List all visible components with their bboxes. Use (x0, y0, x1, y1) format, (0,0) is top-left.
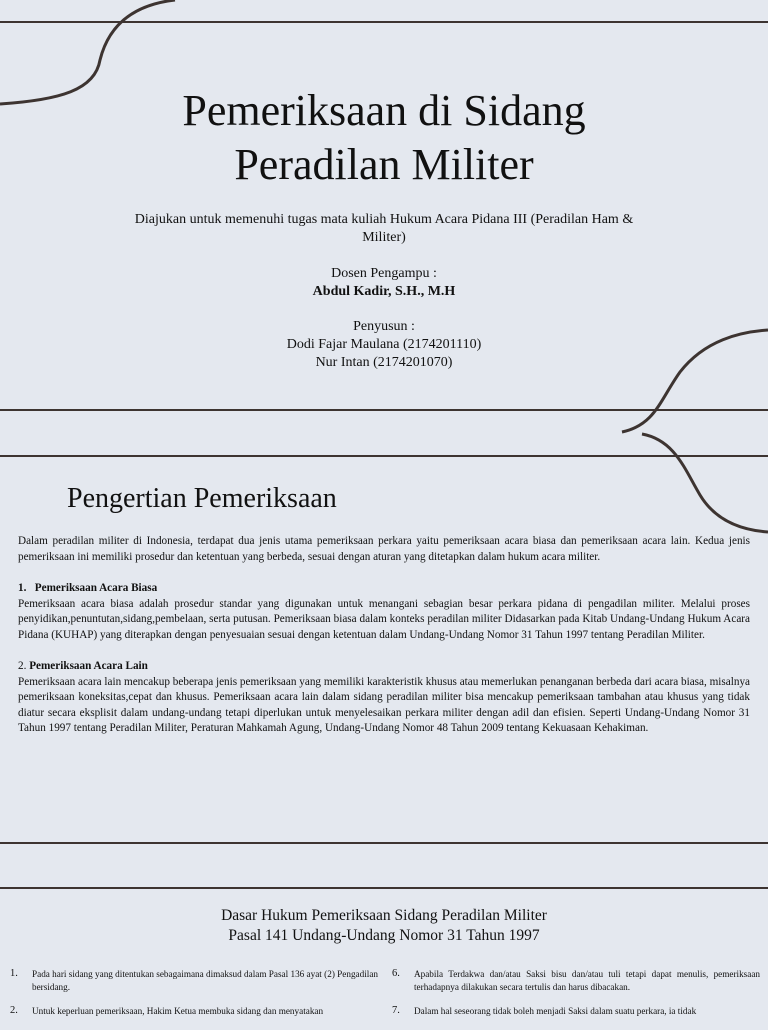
slide-title (0, 0, 768, 410)
lecturer-label: Dosen Pengampu : (331, 266, 437, 281)
section-1-number: 1. (18, 582, 27, 594)
title-line-1: Pemeriksaan di Sidang (182, 86, 586, 135)
list-item-number: 7. (392, 1005, 400, 1016)
list-item-number: 2. (10, 1005, 18, 1016)
subtitle-line-1: Diajukan untuk memenuhi tugas mata kuliah Hukum Acara Pidana III (Peradilan Ham & (134, 212, 634, 227)
section-1-text: Pemeriksaan acara biasa adalah prosedur standar yang digunakan untuk menangani sebagian besar perkara pidana di pengadilan militer. Melalui proses penyidikan,penuntutan,sidang,pembelaan, serta putusan. Pemeriksaan biasa dalam konteks peradilan militer Didasarkan pada Kitab Undang-Undang Hukum Acara Pidana (KUHAP) yang diterapkan dengan penyesuaian sesuai dengan ketentuan dalam Undang-Undang Nomor 31 Tahun 1997 tentang Peradilan Militer. (18, 597, 750, 641)
title-line-2: Peradilan Militer (234, 140, 534, 189)
article-list-right (392, 968, 760, 1030)
list-item (10, 968, 378, 993)
definition-body (18, 534, 750, 737)
slide2-top-line (0, 455, 768, 457)
section-2-heading (18, 659, 750, 675)
authors-label: Penyusun : (353, 319, 415, 334)
legal-basis-heading (0, 906, 768, 946)
list-item-number: 6. (392, 968, 400, 979)
list-item-text: Dalam hal seseorang tidak boleh menjadi Saksi dalam suatu perkara, ia tidak (414, 1006, 697, 1016)
intro-paragraph: Dalam peradilan militer di Indonesia, terdapat dua jenis utama pemeriksaan perkara yaitu pemeriksaan acara biasa dan pemeriksaan acara lain. Kedua jenis pemeriksaan ini memiliki prosedur dan ketentuan yang berbeda, sesuai dengan aturan yang ditetapkan dalam hukum acara militer. (18, 535, 750, 563)
authors-block (0, 318, 768, 372)
section-2-number: 2. (18, 660, 27, 672)
slide1-bottom-line (0, 409, 768, 411)
legal-basis-title: Dasar Hukum Pemeriksaan Sidang Peradilan Militer (221, 907, 547, 924)
subtitle-line-2: Militer) (362, 230, 406, 245)
legal-basis-article: Pasal 141 Undang-Undang Nomor 31 Tahun 1997 (228, 927, 540, 944)
section-2-text: Pemeriksaan acara lain mencakup beberapa jenis pemeriksaan yang memiliki karakteristik khusus atau memerlukan penanganan berbeda dari acara biasa, misalnya pemeriksaan koneksitas,cepat dan khusus. Pemeriksaan acara lain dalam sidang peradilan militer bisa mencakup pemeriksaan tambahan atau khusus yang tidak diatur secara eksplisit dalam undang-undang tetapi diperlukan untuk menyelesaikan perkara militer dengan adil dan efisien. Seperti Undang-Undang Nomor 31 Tahun 1997 tentang Peradilan Militer, Peraturan Mahkamah Agung, Undang-Undang Nomor 48 Tahun 2009 tentang Kekuasaan Kehakiman. (18, 675, 750, 734)
article-list-left (10, 968, 378, 1030)
list-item (392, 1005, 760, 1018)
slide-definition (0, 456, 768, 844)
lecturer-name: Abdul Kadir, S.H., M.H (312, 284, 456, 299)
slide2-bottom-line (0, 842, 768, 844)
author-1: Dodi Fajar Maulana (2174201110) (286, 337, 482, 352)
section-1-title: Pemeriksaan Acara Biasa (34, 582, 158, 594)
subtitle (0, 211, 768, 247)
page-title (0, 84, 768, 192)
section-1-heading (18, 581, 750, 597)
section-2-title: Pemeriksaan Acara Lain (29, 660, 148, 672)
list-item-text: Untuk keperluan pemeriksaan, Hakim Ketua membuka sidang dan menyatakan (32, 1006, 324, 1016)
section-title: Pengertian Pemeriksaan (67, 483, 337, 514)
list-item (10, 1005, 378, 1018)
list-item-text: Apabila Terdakwa dan/atau Saksi bisu dan/atau tuli tetapi dapat menulis, pemeriksaan terhadapnya dilakukan secara tertulis dan harus dibacakan. (414, 969, 760, 992)
slide3-top-line (0, 887, 768, 889)
list-item-text: Pada hari sidang yang ditentukan sebagaimana dimaksud dalam Pasal 136 ayat (2) Pengadilan bersidang. (32, 969, 378, 992)
list-item (392, 968, 760, 993)
list-item-number: 1. (10, 968, 18, 979)
lecturer-block (0, 265, 768, 301)
author-2: Nur Intan (2174201070) (315, 355, 453, 370)
slide1-top-line (0, 21, 768, 23)
